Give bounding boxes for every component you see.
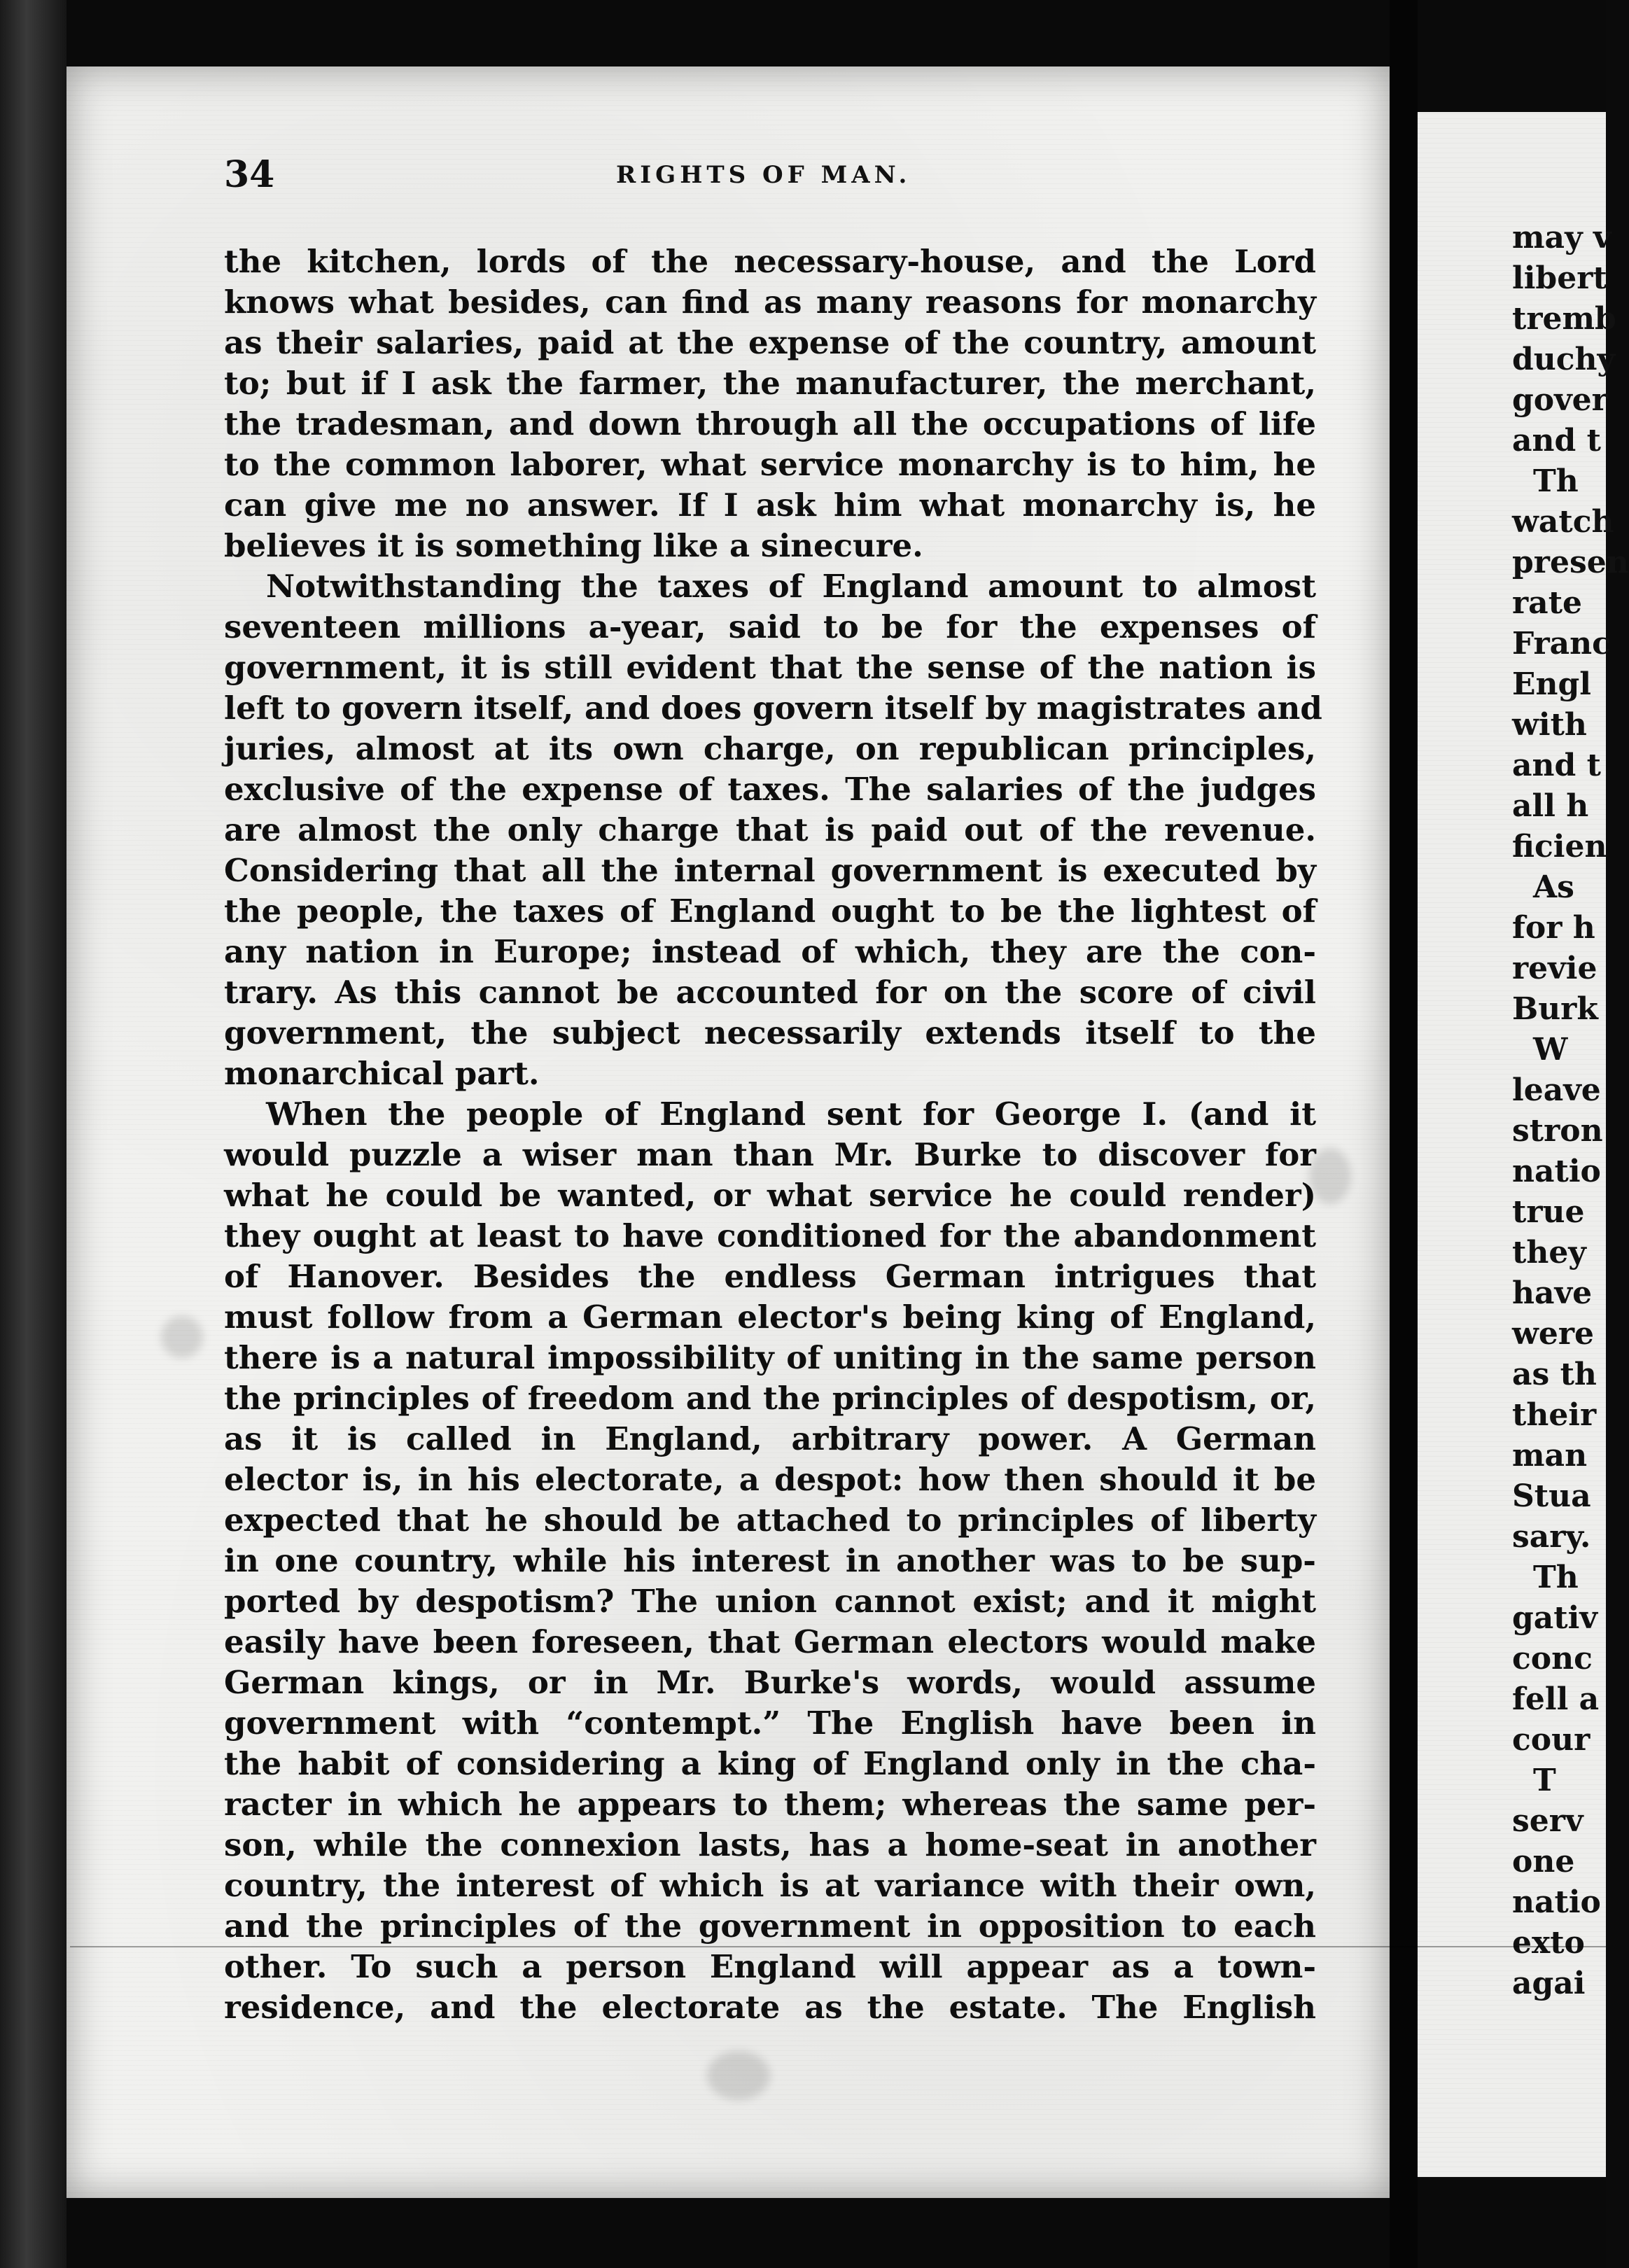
- text-line: government with “contempt.” The English have been in: [224, 1704, 1316, 1742]
- adjacent-text-line: as th: [1512, 1357, 1597, 1392]
- adjacent-text-line: they: [1512, 1235, 1586, 1270]
- text-line: the principles of freedom and the principles of despotism, or,: [224, 1380, 1316, 1417]
- text-line: are almost the only charge that is paid out of the revenue.: [224, 811, 1316, 848]
- adjacent-text-line: presen: [1512, 545, 1629, 580]
- text-line: racter in which he appears to them; whereas the same per-: [224, 1786, 1316, 1823]
- text-line: can give me no answer. If I ask him what monarchy is, he: [224, 486, 1316, 524]
- adjacent-text-line: fell a: [1512, 1681, 1600, 1717]
- ink-smudge: [707, 2051, 770, 2100]
- adjacent-text-line: Franc: [1512, 626, 1611, 662]
- running-head: RIGHTS OF MAN.: [616, 161, 911, 189]
- adjacent-text-line: natio: [1512, 1154, 1601, 1189]
- text-line: to the common laborer, what service monarchy is to him, he: [224, 446, 1316, 483]
- adjacent-text-line: were: [1512, 1316, 1595, 1352]
- adjacent-page: [1418, 112, 1629, 2177]
- text-line: they ought at least to have conditioned for the abandonment: [224, 1217, 1316, 1254]
- adjacent-text-line: T: [1533, 1763, 1556, 1798]
- adjacent-text-line: stron: [1512, 1113, 1603, 1149]
- book-edge: [0, 0, 67, 2268]
- adjacent-text-line: and t: [1512, 748, 1601, 783]
- adjacent-text-line: cour: [1512, 1722, 1590, 1758]
- adjacent-text-line: one: [1512, 1844, 1575, 1879]
- adjacent-text-line: watch: [1512, 504, 1614, 540]
- adjacent-text-line: Engl: [1512, 666, 1592, 702]
- text-line: the habit of considering a king of England only in the cha-: [224, 1745, 1316, 1782]
- text-line: of Hanover. Besides the endless German intrigues that: [224, 1258, 1316, 1295]
- text-line: knows what besides, can find as many reasons for monarchy: [224, 284, 1316, 321]
- text-line: seventeen millions a-year, said to be for the expenses of: [224, 608, 1316, 645]
- text-line: juries, almost at its own charge, on republican principles,: [224, 730, 1316, 767]
- adjacent-text-line: true: [1512, 1194, 1585, 1230]
- text-line: as their salaries, paid at the expense of the country, amount: [224, 324, 1316, 361]
- adjacent-text-line: gativ: [1512, 1600, 1597, 1636]
- scan-line-artifact: [70, 1946, 1606, 1947]
- text-line: would puzzle a wiser man than Mr. Burke to discover for: [224, 1136, 1316, 1173]
- adjacent-text-line: W: [1533, 1032, 1568, 1068]
- ink-smudge: [1309, 1148, 1351, 1204]
- text-line: what he could be wanted, or what service he could render): [224, 1177, 1316, 1214]
- text-line: elector is, in his electorate, a despot: how then should it be: [224, 1461, 1316, 1498]
- adjacent-text-line: sary.: [1512, 1519, 1591, 1555]
- adjacent-text-line: agai: [1512, 1966, 1586, 2001]
- adjacent-text-line: their: [1512, 1397, 1597, 1433]
- text-line: ported by despotism? The union cannot exist; and it might: [224, 1583, 1316, 1620]
- adjacent-text-line: serv: [1512, 1803, 1583, 1839]
- text-line: the tradesman, and down through all the occupations of life: [224, 405, 1316, 442]
- page-header: [224, 154, 1316, 196]
- adjacent-text-line: Th: [1533, 1560, 1579, 1595]
- text-line: country, the interest of which is at variance with their own,: [224, 1867, 1316, 1904]
- text-line: trary. As this cannot be accounted for on the score of civil: [224, 974, 1316, 1011]
- adjacent-text-line: Th: [1533, 463, 1579, 499]
- adjacent-text-line: libert: [1512, 260, 1607, 296]
- text-line: son, while the connexion lasts, has a home-seat in another: [224, 1826, 1316, 1863]
- text-line: as it is called in England, arbitrary power. A German: [224, 1420, 1316, 1457]
- text-line: any nation in Europe; instead of which, they are the con-: [224, 933, 1316, 970]
- text-line: left to govern itself, and does govern itself by magistrates and: [224, 690, 1322, 727]
- adjacent-text-line: with: [1512, 707, 1587, 743]
- adjacent-text-line: duchy: [1512, 342, 1616, 377]
- book-gutter: [1390, 0, 1418, 2268]
- text-line: believes it is something like a sinecure.: [224, 527, 923, 564]
- text-line: and the principles of the government in opposition to each: [224, 1907, 1316, 1945]
- text-line: in one country, while his interest in another was to be sup-: [224, 1542, 1316, 1579]
- adjacent-text-line: may v: [1512, 220, 1611, 255]
- text-line: Considering that all the internal government is executed by: [224, 852, 1316, 889]
- text-line: other. To such a person England will appear as a town-: [224, 1948, 1316, 1985]
- text-line: must follow from a German elector's being king of England,: [224, 1298, 1316, 1336]
- adjacent-text-line: As: [1533, 869, 1574, 905]
- text-line: Notwithstanding the taxes of England amount to almost: [266, 568, 1316, 605]
- adjacent-text-line: man: [1512, 1438, 1588, 1474]
- text-line: government, it is still evident that the sense of the nation is: [224, 649, 1316, 686]
- adjacent-text-line: exto: [1512, 1925, 1585, 1961]
- text-line: government, the subject necessarily extends itself to the: [224, 1014, 1316, 1051]
- text-line: to; but if I ask the farmer, the manufacturer, the merchant,: [224, 365, 1316, 402]
- adjacent-text-line: for h: [1512, 910, 1595, 946]
- adjacent-text-line: ficien: [1512, 829, 1607, 864]
- text-line: there is a natural impossibility of uniting in the same person: [224, 1339, 1316, 1376]
- adjacent-text-line: and t: [1512, 423, 1601, 458]
- text-line: When the people of England sent for George I. (and it: [266, 1096, 1316, 1133]
- adjacent-text-line: Burk: [1512, 991, 1598, 1027]
- adjacent-text-line: revie: [1512, 951, 1597, 986]
- adjacent-text-line: natio: [1512, 1884, 1601, 1920]
- text-line: easily have been foreseen, that German electors would make: [224, 1623, 1316, 1660]
- adjacent-text-line: all h: [1512, 788, 1589, 824]
- adjacent-text-line: Stua: [1512, 1478, 1591, 1514]
- adjacent-text-line: leave: [1512, 1072, 1601, 1108]
- adjacent-text-line: have: [1512, 1275, 1593, 1311]
- text-line: German kings, or in Mr. Burke's words, would assume: [224, 1664, 1316, 1701]
- text-line: exclusive of the expense of taxes. The salaries of the judges: [224, 771, 1316, 808]
- text-line: the kitchen, lords of the necessary-house, and the Lord: [224, 243, 1316, 280]
- text-line: the people, the taxes of England ought to be the lightest of: [224, 892, 1316, 930]
- ink-smudge: [161, 1316, 203, 1358]
- text-line: residence, and the electorate as the estate. The English: [224, 1989, 1316, 2026]
- adjacent-text-line: conc: [1512, 1641, 1593, 1676]
- page-number: 34: [224, 153, 275, 196]
- adjacent-text-line: rate: [1512, 585, 1583, 621]
- text-line: expected that he should be attached to principles of liberty: [224, 1502, 1316, 1539]
- text-line: monarchical part.: [224, 1055, 540, 1092]
- adjacent-text-line: tremb: [1512, 301, 1616, 337]
- adjacent-text-line: gover: [1512, 382, 1608, 418]
